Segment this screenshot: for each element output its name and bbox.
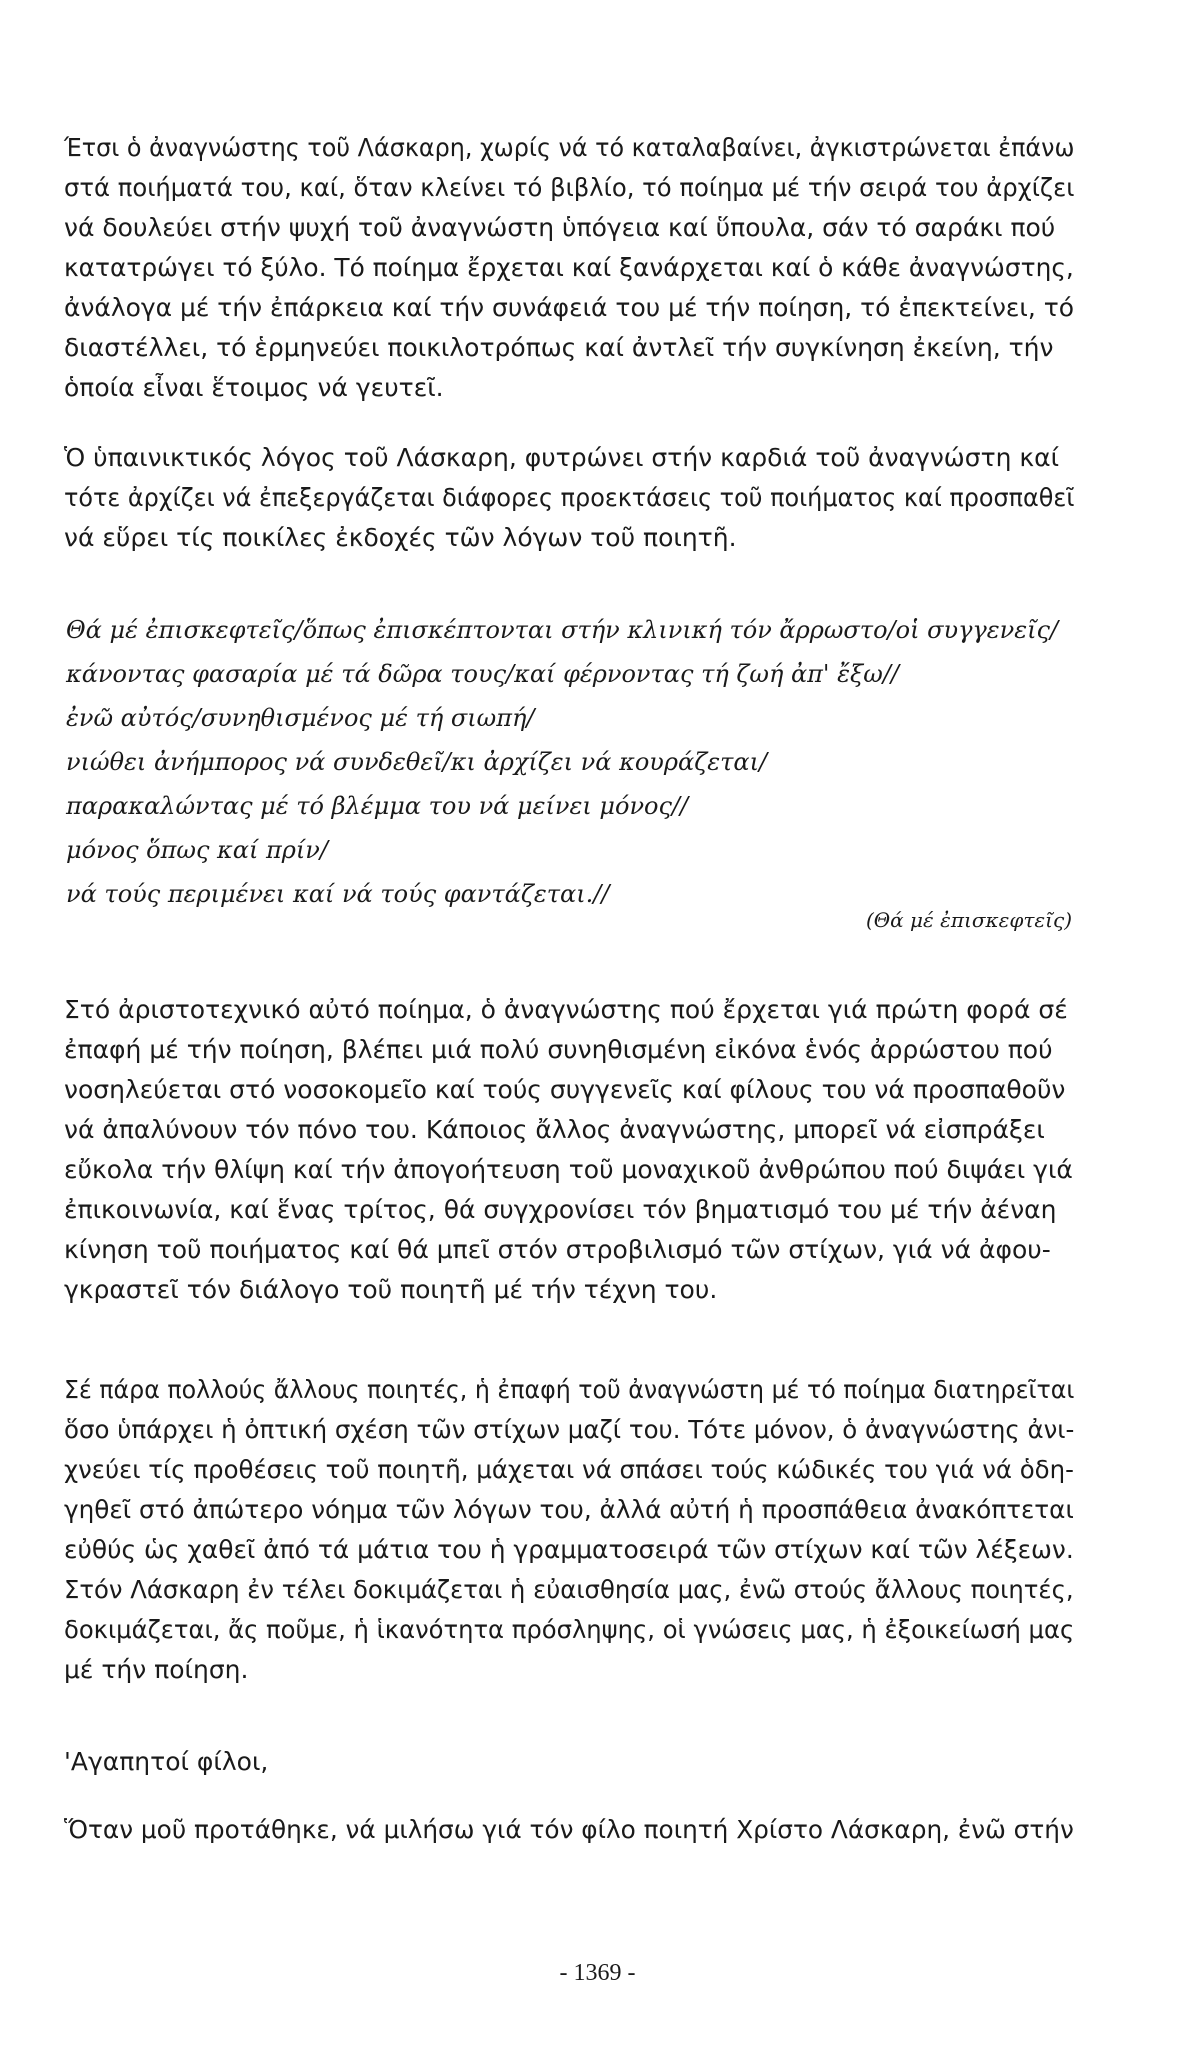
text-line: εὐθύς ὡς χαθεῖ ἀπό τά μάτια του ἡ γραμματοσειρά τῶν στίχων καί τῶν λέξεων.: [64, 1535, 1074, 1564]
text-line: Στό ἀριστοτεχνικό αὐτό ποίημα, ὁ ἀναγνώστης πού ἔρχεται γιά πρώτη φορά σέ: [64, 995, 1068, 1024]
poem-quote: [66, 608, 1086, 916]
paragraph-5: [64, 1810, 1074, 1850]
text-line: εὔκολα τήν θλίψη καί τήν ἀπογοήτευση τοῦ μοναχικοῦ ἀνθρώπου πού διψάει γιά: [64, 1155, 1073, 1184]
salutation: [64, 1742, 1074, 1782]
text-line: διαστέλλει, τό ἑρμηνεύει ποικιλοτρόπως καί ἀντλεῖ τήν συγκίνηση ἐκείνη, τήν: [64, 333, 1054, 362]
text-line: ὁποία εἶναι ἕτοιμος νά γευτεῖ.: [64, 373, 444, 402]
text-line: τότε ἀρχίζει νά ἐπεξεργάζεται διάφορες προεκτάσεις τοῦ ποιήματος καί προσπαθεῖ: [64, 483, 1075, 512]
paragraph-3: [64, 990, 1074, 1310]
text-line: κίνηση τοῦ ποιήματος καί θά μπεῖ στόν στροβιλισμό τῶν στίχων, γιά νά ἀφου-: [64, 1235, 1051, 1264]
text-line: γηθεῖ στό ἀπώτερο νόημα τῶν λόγων του, ἀλλά αὐτή ἡ προσπάθεια ἀνακόπτεται: [64, 1495, 1074, 1524]
text-line: στά ποιήματά του, καί, ὅταν κλείνει τό βιβλίο, τό ποίημα μέ τήν σειρά του ἀρχίζει: [64, 173, 1075, 202]
poem-attribution: (Θά μέ ἐπισκεφτεῖς): [865, 908, 1072, 932]
text-line: κατατρώγει τό ξύλο. Τό ποίημα ἔρχεται καί ξανάρχεται καί ὁ κάθε ἀναγνώστης,: [64, 253, 1074, 282]
paragraph-4: [64, 1370, 1074, 1690]
text-line: Έτσι ὁ ἀναγνώστης τοῦ Λάσκαρη, χωρίς νά τό καταλαβαίνει, ἀγκιστρώνεται ἐπάνω: [64, 133, 1075, 162]
text-line: Σέ πάρα πολλούς ἄλλους ποιητές, ἡ ἐπαφή τοῦ ἀναγνώστη μέ τό ποίημα διατηρεῖται: [64, 1375, 1075, 1404]
text-line: νά εὕρει τίς ποικίλες ἐκδοχές τῶν λόγων τοῦ ποιητῆ.: [64, 523, 737, 552]
poem-line: παρακαλώντας μέ τό βλέμμα του νά μείνει μόνος//: [66, 792, 689, 820]
text-line: 'Αγαπητοί φίλοι,: [64, 1747, 269, 1776]
text-line: ἀνάλογα μέ τήν ἐπάρκεια καί τήν συνάφειά του μέ τήν ποίηση, τό ἐπεκτείνει, τό: [64, 293, 1074, 322]
text-line: γκραστεῖ τόν διάλογο τοῦ ποιητῆ μέ τήν τέχνη του.: [64, 1275, 718, 1304]
text-line: νοσηλεύεται στό νοσοκομεῖο καί τούς συγγενεῖς καί φίλους του νά προσπαθοῦν: [64, 1075, 1066, 1104]
poem-line: κάνοντας φασαρία μέ τά δῶρα τους/καί φέρνοντας τή ζωή ἀπ' ἔξω//: [66, 660, 899, 688]
poem-line: ἐνῶ αὐτός/συνηθισμένος μέ τή σιωπή/: [66, 704, 535, 732]
text-line: χνεύει τίς προθέσεις τοῦ ποιητῆ, μάχεται νά σπάσει τούς κώδικές του γιά νά ὁδη-: [64, 1455, 1074, 1484]
poem-line: μόνος ὅπως καί πρίν/: [66, 836, 328, 864]
poem-line: νά τούς περιμένει καί νά τούς φαντάζεται.//: [66, 880, 610, 908]
paragraph-2: [64, 438, 1074, 558]
text-line: νά ἀπαλύνουν τόν πόνο του. Κάποιος ἄλλος ἀναγνώστης, μπορεῖ νά εἰσπράξει: [64, 1115, 1045, 1144]
page-number: - 1369 -: [559, 1960, 636, 1986]
poem-line: νιώθει ἀνήμπορος νά συνδεθεῖ/κι ἀρχίζει νά κουράζεται/: [66, 748, 768, 776]
text-line: Ὅταν μοῦ προτάθηκε, νά μιλήσω γιά τόν φίλο ποιητή Χρίστο Λάσκαρη, ἐνῶ στήν: [64, 1815, 1074, 1844]
text-line: ὅσο ὑπάρχει ἡ ὀπτική σχέση τῶν στίχων μαζί του. Τότε μόνον, ὁ ἀναγνώστης ἀνι-: [64, 1415, 1075, 1444]
text-line: μέ τήν ποίηση.: [64, 1655, 249, 1684]
paragraph-1: [64, 128, 1074, 408]
text-line: Ὁ ὑπαινικτικός λόγος τοῦ Λάσκαρη, φυτρώνει στήν καρδιά τοῦ ἀναγνώστη καί: [64, 443, 1060, 472]
text-line: ἐπαφή μέ τήν ποίηση, βλέπει μιά πολύ συνηθισμένη εἰκόνα ἑνός ἀρρώστου πού: [64, 1035, 1053, 1064]
text-line: ἐπικοινωνία, καί ἕνας τρίτος, θά συγχρονίσει τόν βηματισμό του μέ τήν ἀέναη: [64, 1195, 1057, 1224]
text-line: δοκιμάζεται, ἄς ποῦμε, ἡ ἱκανότητα πρόσληψης, οἱ γνώσεις μας, ἡ ἐξοικείωσή μας: [64, 1615, 1075, 1644]
text-line: Στόν Λάσκαρη ἐν τέλει δοκιμάζεται ἡ εὐαισθησία μας, ἐνῶ στούς ἄλλους ποιητές,: [64, 1575, 1074, 1604]
text-line: νά δουλεύει στήν ψυχή τοῦ ἀναγνώστη ὑπόγεια καί ὕπουλα, σάν τό σαράκι πού: [64, 213, 1056, 242]
poem-line: Θά μέ ἐπισκεφτεῖς/ὅπως ἐπισκέπτονται στήν κλινική τόν ἄρρωστο/οἱ συγγενεῖς/: [66, 616, 1059, 644]
